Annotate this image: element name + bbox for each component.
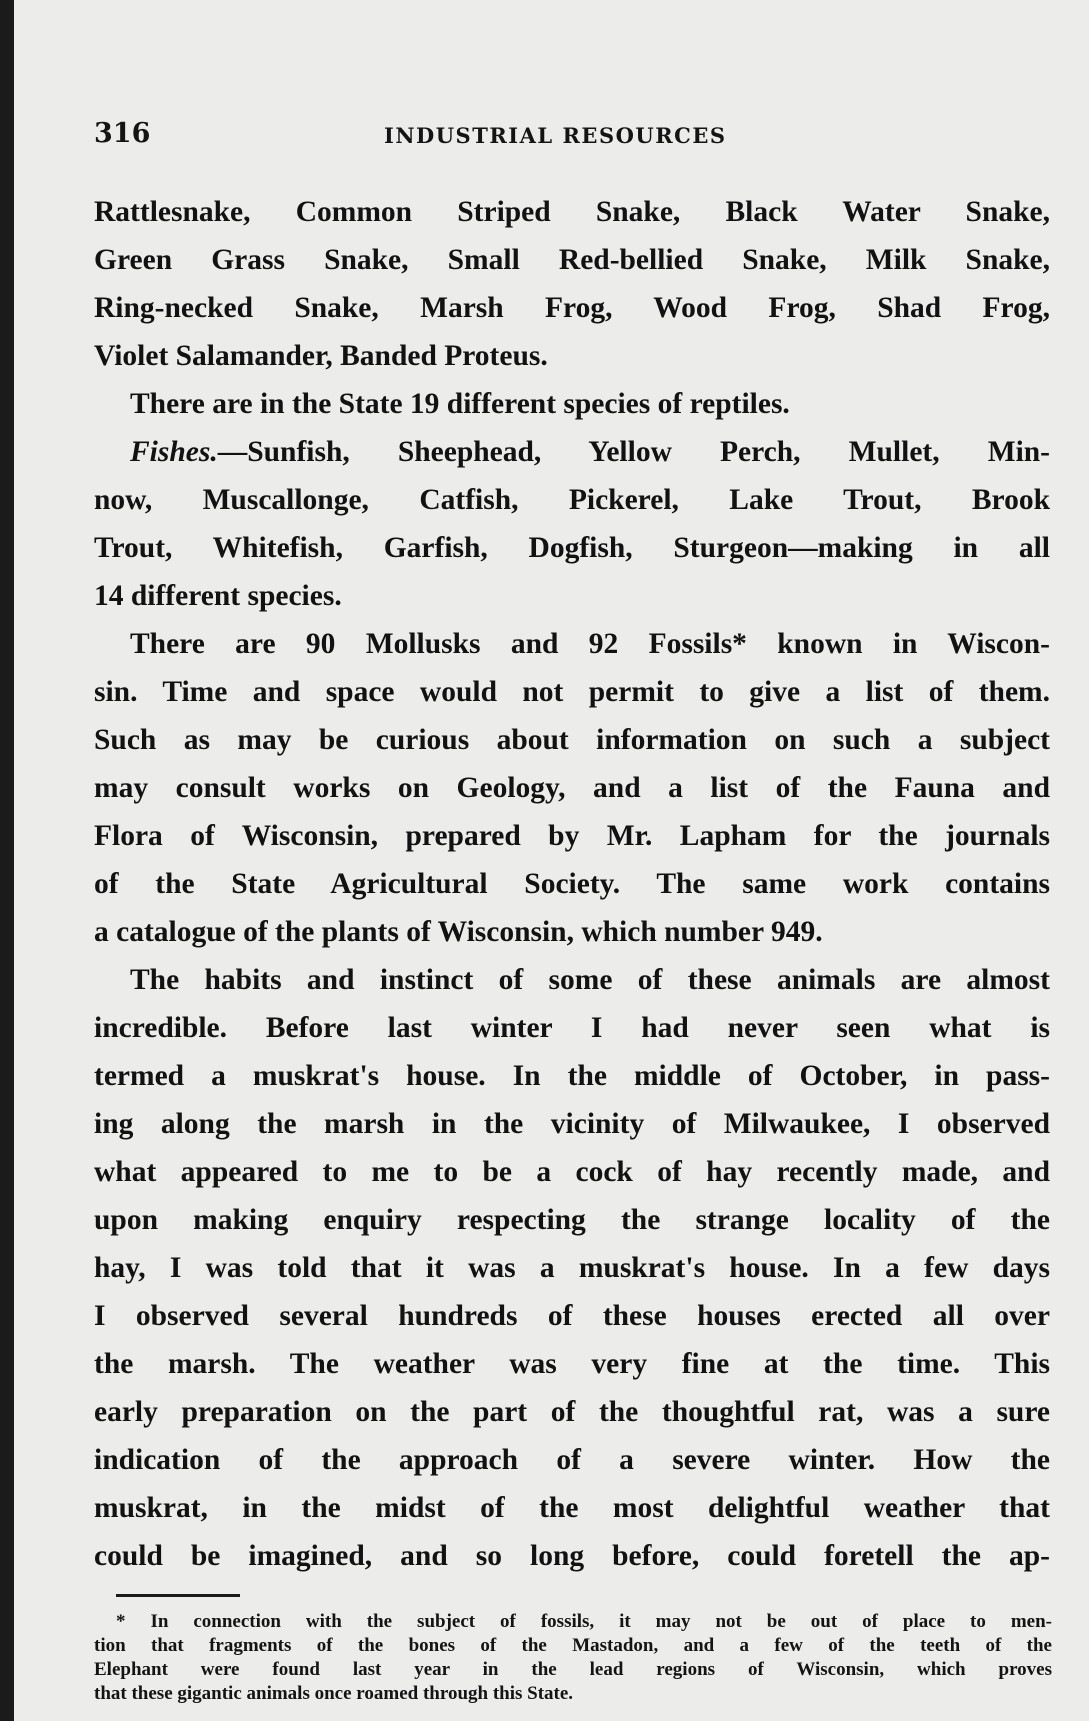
text-line: muskrat, in the midst of the most delightful weather that [94,1492,1050,1524]
page-header [94,118,1054,158]
text-line: indication of the approach of a severe winter. How the [94,1444,1050,1476]
text-line-rest: —Sunfish, Sheephead, Yellow Perch, Mullet, Min- [217,436,1050,468]
text-line: Trout, Whitefish, Garfish, Dogfish, Sturgeon—making in all [94,532,1050,564]
footnote-divider [116,1594,240,1597]
text-line: sin. Time and space would not permit to give a list of them. [94,676,1050,708]
body-text [94,188,1050,1580]
text-line: upon making enquiry respecting the strange locality of the [94,1204,1050,1236]
book-page [14,0,1089,1721]
text-line: termed a muskrat's house. In the middle of October, in pass- [94,1060,1050,1092]
text-line: the marsh. The weather was very fine at the time. This [94,1348,1050,1380]
footnote-line: tion that fragments of the bones of the Mastadon, and a few of the teeth of the [94,1635,1052,1656]
page-number: 316 [94,118,151,149]
text-line: Such as may be curious about information on such a subject [94,724,1050,756]
text-line: Ring-necked Snake, Marsh Frog, Wood Frog, Shad Frog, [94,292,1050,324]
text-line: Violet Salamander, Banded Proteus. [94,340,548,372]
text-line: ing along the marsh in the vicinity of Milwaukee, I observed [94,1108,1050,1140]
text-line: Rattlesnake, Common Striped Snake, Black Water Snake, [94,196,1050,228]
text-line: of the State Agricultural Society. The same work contains [94,868,1050,900]
footnote [94,1610,1052,1706]
footnote-line: that these gigantic animals once roamed through this State. [94,1683,574,1704]
text-line: a catalogue of the plants of Wisconsin, which number 949. [94,916,823,948]
text-line: Flora of Wisconsin, prepared by Mr. Lapham for the journals [94,820,1050,852]
text-line: The habits and instinct of some of these animals are almost [130,964,1050,996]
text-line: Green Grass Snake, Small Red-bellied Snake, Milk Snake, [94,244,1050,276]
text-line: There are 90 Mollusks and 92 Fossils* known in Wiscon- [130,628,1050,660]
text-line: now, Muscallonge, Catfish, Pickerel, Lake Trout, Brook [94,484,1050,516]
text-line: I observed several hundreds of these houses erected all over [94,1300,1050,1332]
fishes-line [94,428,1050,476]
running-head: INDUSTRIAL RESOURCES [384,123,727,148]
text-line: early preparation on the part of the thoughtful rat, was a sure [94,1396,1050,1428]
text-line: could be imagined, and so long before, could foretell the ap- [94,1540,1050,1572]
text-line: There are in the State 19 different species of reptiles. [130,388,790,420]
text-line: 14 different species. [94,580,342,612]
text-line: hay, I was told that it was a muskrat's house. In a few days [94,1252,1050,1284]
text-line: may consult works on Geology, and a list of the Fauna and [94,772,1050,804]
footnote-line: * In connection with the subject of fossils, it may not be out of place to men- [116,1611,1052,1632]
text-line: what appeared to me to be a cock of hay recently made, and [94,1156,1050,1188]
footnote-line: Elephant were found last year in the lead regions of Wisconsin, which proves [94,1659,1052,1680]
fishes-label: Fishes. [130,436,218,468]
text-line: incredible. Before last winter I had never seen what is [94,1012,1050,1044]
